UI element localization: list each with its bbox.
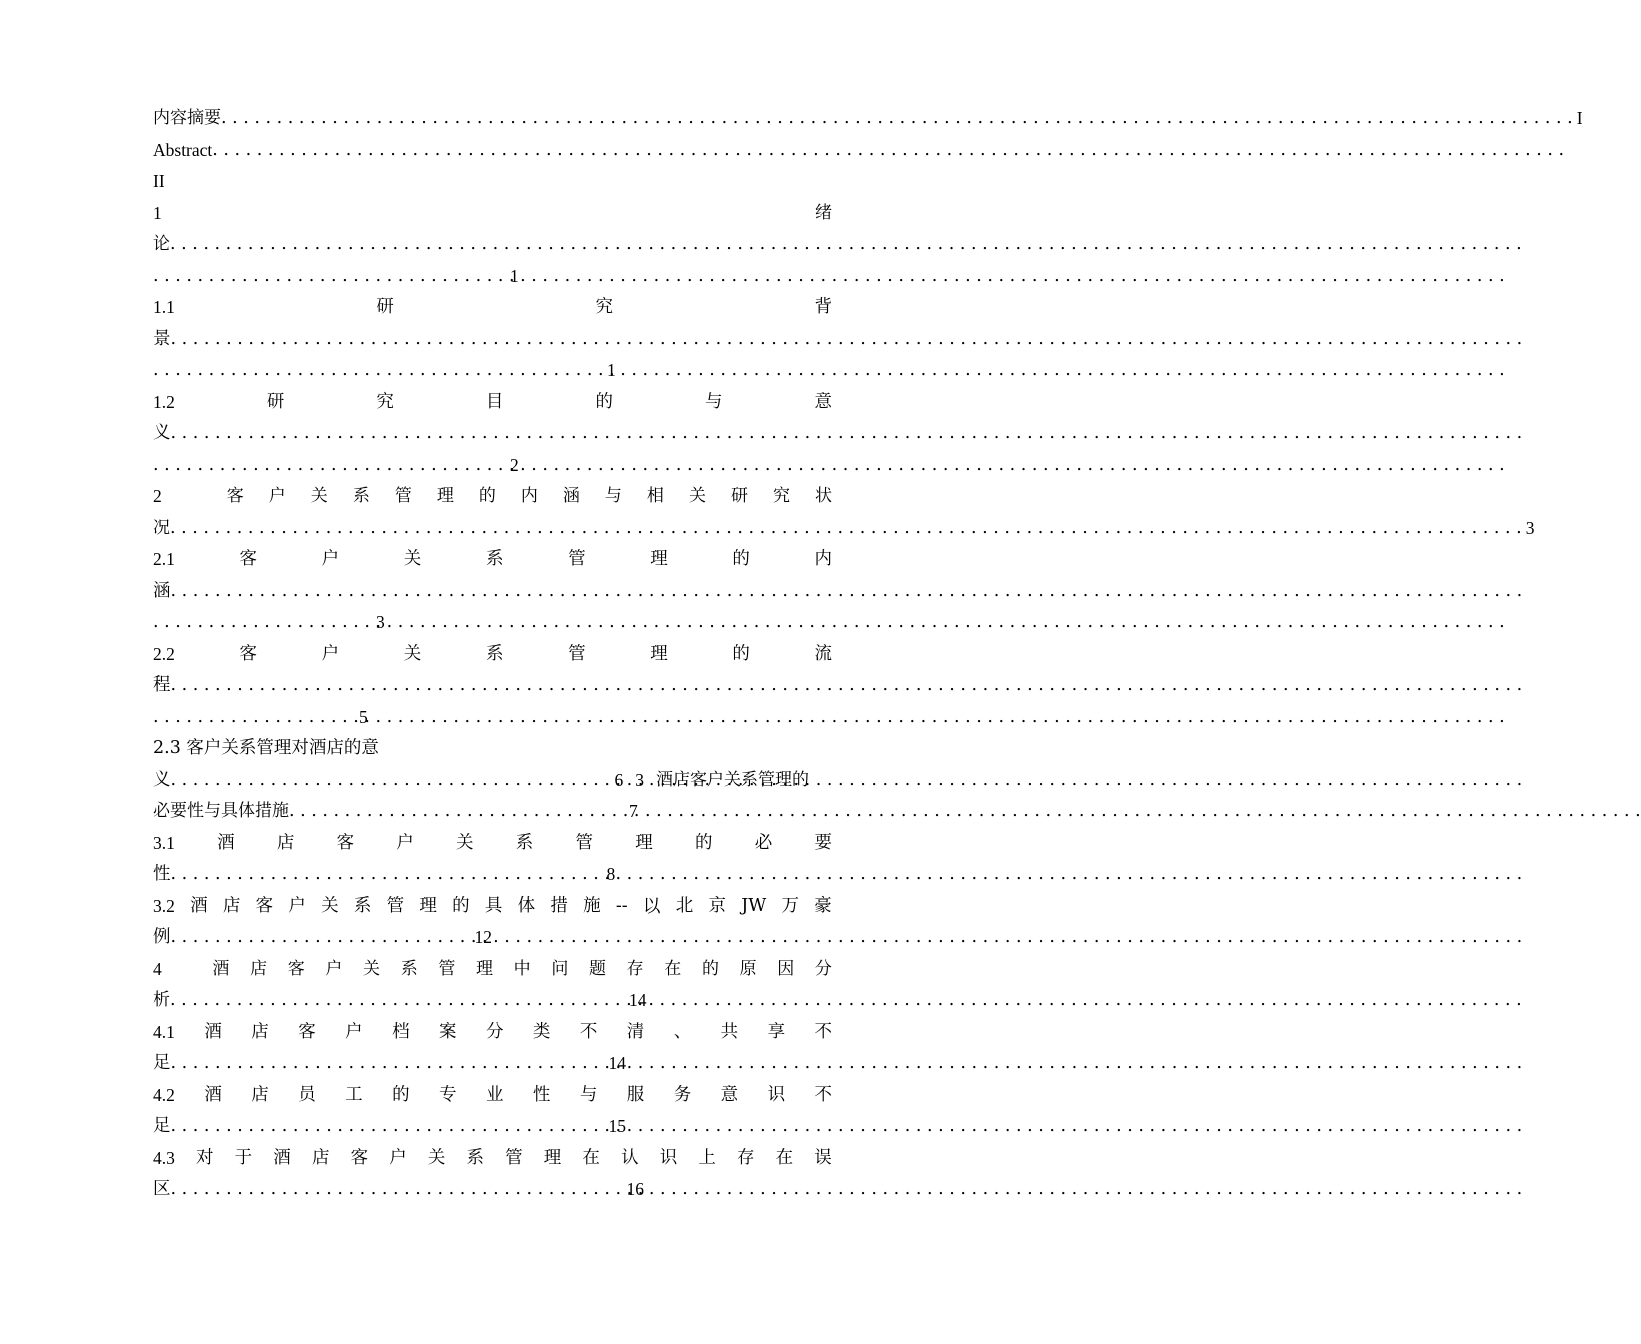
toc-entry-3-1[interactable] [153,828,832,860]
toc-entry-1-2-page-line [153,450,832,482]
toc-entry-2-1[interactable] [153,544,832,576]
toc-entry-char: 相 [646,486,664,506]
toc-entry-page: 8 [606,864,616,884]
toc-entry-char: 管 [568,549,586,569]
toc-leader-dots [171,670,1523,702]
toc-entry-3-1-cont [153,859,832,891]
toc-entry-char: 与 [704,391,723,412]
toc-entry-1-2[interactable] [153,387,832,419]
toc-entry-number: 3.2 [153,895,175,916]
toc-entry-char: 分 [485,1021,504,1042]
toc-entry-char: 景 [153,328,171,349]
toc-entry-char: 酒 [217,832,235,853]
toc-entry-char: 的 [701,958,719,979]
toc-entry-char: 内 [520,486,538,506]
toc-entry-char: 的 [732,643,750,664]
toc-entry-number: 2.1 [153,549,175,569]
toc-entry-char: 存 [626,958,644,979]
toc-leader-dots [170,229,1522,261]
toc-leader-dots [170,513,1522,545]
toc-entry-2-3-cont [153,765,832,797]
toc-entry-char: 究 [595,297,613,317]
toc-entry-char: 店 [251,1084,269,1105]
toc-entry-char: 关 [456,832,474,853]
toc-entry-ch4[interactable] [153,954,832,986]
toc-entry-char: 豪 [814,895,832,916]
toc-entry-char: 户 [389,1147,407,1168]
toc-entry-char: 析 [153,990,170,1010]
toc-entry-char: 在 [664,958,682,979]
toc-entry-page: 14 [608,1053,626,1073]
toc-entry-ch3-cont[interactable] [153,796,832,828]
toc-entry-char: 的 [478,486,496,506]
toc-entry-char: JW [741,895,767,916]
toc-entry-3-2-cont [153,922,832,954]
toc-leader-dots [153,450,510,482]
toc-entry-char: 户 [396,832,414,853]
toc-entry-char: 客 [298,1021,316,1042]
toc-entry-page: 15 [608,1116,626,1136]
toc-entry-char: 系 [400,958,418,979]
toc-entry-char: 店 [222,895,241,916]
toc-entry-char: 与 [604,486,622,506]
toc-entry-char: 的 [452,895,470,916]
toc-entry-char: 理 [436,486,454,506]
toc-entry-char: 酒 [204,1084,222,1105]
toc-entry-char: 务 [673,1084,692,1105]
toc-entry-number: 2.2 [153,643,175,664]
toc-entry-number: 3 [635,769,644,790]
toc-entry-4-1-cont [153,1048,832,1080]
toc-entry-4-3[interactable] [153,1143,832,1175]
toc-entry-ch2[interactable] [153,481,832,513]
toc-entry-title-part: 酒店客户关系管理的 [656,769,809,790]
toc-entry-char: 理 [476,958,493,979]
toc-entry-abstract-cn[interactable] [153,103,1583,135]
toc-entry-char: 清 [626,1021,645,1042]
toc-entry-page: 7 [629,801,638,821]
toc-entry-char: 店 [251,1021,269,1042]
toc-entry-page: 1 [607,360,616,380]
toc-entry-char: 案 [439,1021,457,1042]
toc-leader-dots [212,135,1564,167]
toc-entry-char: 意 [720,1084,739,1105]
toc-entry-char: 工 [345,1084,363,1105]
toc-entry-page: 6 [614,769,624,790]
toc-entry-page: 14 [629,990,647,1010]
toc-entry-4-2[interactable] [153,1080,832,1112]
toc-entry-char: 客 [255,895,274,916]
toc-entry-char: 户 [321,549,340,569]
toc-entry-title: 内容摘要 [153,108,221,128]
toc-entry-char: 于 [234,1147,253,1168]
toc-entry-ch1-cont [153,229,832,261]
toc-entry-char: 上 [698,1147,716,1168]
toc-entry-char: 店 [250,958,268,979]
toc-entry-char: 研 [730,486,748,506]
toc-entry-page: 12 [474,927,492,947]
toc-entry-char: 享 [767,1021,786,1042]
toc-entry-char: 例 [153,927,171,947]
toc-entry-char: 的 [392,1084,410,1105]
toc-entry-ch2-cont [153,513,1535,545]
toc-entry-ch4-cont [153,985,832,1017]
toc-entry-char: 客 [239,549,258,569]
toc-entry-number: 1 [153,202,162,223]
toc-entry-char: 客 [226,486,244,506]
toc-entry-char: 酒 [273,1147,291,1168]
toc-entry-char: 在 [775,1147,794,1168]
toc-entry-title-part: 绪 [815,202,832,223]
toc-entry-char: 员 [298,1084,316,1105]
toc-entry-char: 酒 [190,895,208,916]
toc-entry-char: 体 [517,895,536,916]
toc-entry-char: 程 [153,675,171,695]
toc-entry-char: 关 [363,958,381,979]
toc-entry-char: 义 [153,423,171,443]
toc-entry-char: 关 [403,643,422,664]
toc-entry-char: 识 [767,1084,786,1105]
toc-entry-page: I [1576,108,1583,128]
toc-entry-char: 因 [777,958,795,979]
toc-entry-char: 识 [659,1147,678,1168]
toc-entry-1-1-cont [153,324,832,356]
toc-entry-char: 业 [485,1084,504,1105]
toc-entry-char: 店 [311,1147,330,1168]
toc-entry-number: 4 [153,958,162,979]
toc-entry-char: 类 [532,1021,551,1042]
toc-entry-number: 4.3 [153,1147,175,1168]
toc-entry-char: 管 [438,958,456,979]
toc-entry-number: 1.2 [153,391,175,412]
toc-entry-char: 况 [153,517,170,538]
toc-leader-dots [171,922,471,954]
toc-leader-dots [171,1048,605,1080]
toc-entry-char: 状 [814,486,832,506]
toc-leader-dots [289,796,625,828]
toc-entry-4-2-cont [153,1111,832,1143]
toc-entry-char: 的 [732,549,750,569]
toc-entry-char: 涵 [153,580,171,601]
toc-leader-dots [221,103,1573,135]
toc-entry-number: 2 [153,486,162,506]
toc-entry-number: 3.1 [153,832,175,853]
toc-entry-char: 关 [310,486,328,506]
toc-entry-char: 户 [268,486,286,506]
toc-leader-dots [153,607,376,639]
toc-entry-4-1[interactable] [153,1017,832,1049]
toc-entry-number: 4.2 [153,1084,175,1105]
toc-entry-char: 在 [582,1147,600,1168]
toc-entry-title-part: 必要性与具体措施 [153,801,289,821]
toc-entry-page: 2 [510,454,519,475]
toc-entry-char: 不 [814,1021,832,1042]
toc-leader-dots [171,859,603,891]
toc-entry-char: 管 [575,832,594,853]
toc-entry-char: 关 [688,486,706,506]
toc-entry-char: 以 [642,895,661,916]
toc-entry-char: 背 [814,297,832,317]
toc-entry-char: 客 [350,1147,369,1168]
toc-entry-char: 区 [153,1179,171,1199]
toc-entry-char: 必 [754,832,773,853]
toc-entry-char: 流 [814,643,832,664]
toc-leader-dots [153,261,510,293]
toc-entry-char: 京 [708,895,726,916]
toc-entry-char: 店 [276,832,295,853]
toc-entry-char: 管 [394,486,412,506]
toc-entry-char: 施 [583,895,601,916]
toc-entry-char: 管 [386,895,405,916]
toc-entry-char: 专 [439,1084,457,1105]
toc-entry-char: 酒 [204,1021,222,1042]
toc-entry-char: 系 [353,895,372,916]
toc-entry-char: 不 [814,1084,832,1105]
toc-entry-char: 管 [568,643,586,664]
toc-leader-dots [171,576,1523,608]
toc-entry-abstract-en[interactable] [153,135,832,167]
toc-entry-page-line [153,166,832,198]
toc-entry-char: 系 [485,549,504,569]
toc-entry-title-part: 2.3 客户关系管理对酒店的意 [153,738,379,758]
toc-entry-char: 问 [551,958,569,979]
toc-entry-title: Abstract [153,139,213,160]
toc-entry-ch1[interactable] [153,198,832,230]
toc-entry-char: 的 [595,391,613,412]
toc-leader-dots [171,324,1523,356]
toc-entry-2-2-cont [153,670,832,702]
toc-entry-char: 意 [814,391,832,412]
toc-entry-char: 关 [403,549,422,569]
toc-entry-char: 认 [621,1147,639,1168]
toc-entry-char: 究 [376,391,394,412]
toc-entry-char: 共 [720,1021,739,1042]
toc-entry-2-1-cont [153,576,832,608]
toc-entry-char: 性 [153,864,171,884]
toc-leader-dots [171,418,1523,450]
toc-leader-dots [171,765,611,797]
toc-entry-char: 户 [288,895,306,916]
toc-entry-char: 客 [287,958,305,979]
toc-entry-char: 户 [345,1021,363,1042]
toc-entry-page: 1 [510,265,519,286]
toc-entry-char: 研 [266,391,285,412]
toc-entry-char: 系 [352,486,370,506]
toc-entry-char: 误 [814,1147,832,1168]
toc-entry-title-part: 义 [153,769,171,790]
toc-entry-char: 目 [485,391,504,412]
toc-entry-page: II [153,171,165,191]
toc-entry-char: -- [615,895,628,916]
toc-entry-char: 理 [419,895,437,916]
toc-entry-char: 原 [739,958,757,979]
toc-entry-char: 系 [466,1147,484,1168]
toc-entry-char: 存 [736,1147,755,1168]
toc-entry-1-2-cont [153,418,832,450]
toc-entry-page: 16 [626,1179,644,1199]
toc-entry-char: 具 [484,895,503,916]
toc-entry-char: 万 [781,895,799,916]
toc-entry-char: 客 [336,832,355,853]
toc-entry-char: 与 [579,1084,598,1105]
toc-entry-char: 题 [588,958,606,979]
toc-leader-dots [153,355,607,387]
toc-entry-2-3[interactable] [153,733,832,765]
toc-entry-number: 4.1 [153,1021,175,1042]
toc-entry-char: 中 [513,958,531,979]
toc-leader-dots [153,702,359,734]
toc-entry-2-2[interactable] [153,639,832,671]
toc-entry-page: 3 [376,612,385,632]
toc-entry-2-2-page-line [153,702,832,734]
toc-entry-1-1-page-line [153,355,832,387]
toc-entry-char: 理 [650,643,668,664]
toc-entry-char: 系 [515,832,534,853]
toc-entry-char: 关 [321,895,339,916]
toc-leader-dots [171,1111,605,1143]
toc-entry-char: 措 [550,895,568,916]
toc-entry-char: 理 [543,1147,562,1168]
toc-entry-char: 、 [673,1021,692,1042]
toc-entry-title-part: 论 [153,234,170,254]
toc-entry-number: 1.1 [153,297,175,317]
toc-entry-char: 管 [505,1147,523,1168]
toc-entry-page: 3 [1525,517,1535,538]
toc-entry-char: 客 [239,643,258,664]
toc-leader-dots [170,985,625,1017]
toc-entry-char: 户 [321,643,340,664]
toc-entry-char: 涵 [562,486,580,506]
toc-entry-1-1[interactable] [153,292,832,324]
toc-entry-char: 性 [532,1084,551,1105]
toc-entry-char: 户 [325,958,343,979]
toc-entry-char: 内 [814,549,832,569]
toc-entry-char: 分 [814,958,832,979]
toc-entry-char: 服 [626,1084,645,1105]
toc-entry-char: 酒 [212,958,230,979]
toc-entry-char: 的 [694,832,713,853]
toc-leader-dots [171,1174,623,1206]
table-of-contents [153,103,1583,1206]
toc-entry-char: 对 [196,1147,214,1168]
toc-entry-2-1-page-line [153,607,832,639]
toc-entry-ch1-page-line [153,261,832,293]
toc-entry-char: 档 [392,1021,410,1042]
toc-entry-char: 研 [376,297,394,317]
toc-entry-char: 系 [485,643,504,664]
toc-entry-char: 究 [772,486,790,506]
toc-entry-page: 5 [359,706,368,727]
toc-entry-char: 不 [579,1021,598,1042]
toc-entry-char: 理 [650,549,668,569]
toc-entry-char: 北 [675,895,694,916]
toc-entry-char: 要 [814,832,832,853]
toc-entry-3-2[interactable] [153,891,832,923]
toc-entry-char: 足 [153,1116,171,1136]
toc-entry-char: 理 [635,832,653,853]
toc-entry-4-3-cont [153,1174,832,1206]
toc-entry-char: 足 [153,1053,171,1073]
toc-entry-char: 关 [427,1147,446,1168]
